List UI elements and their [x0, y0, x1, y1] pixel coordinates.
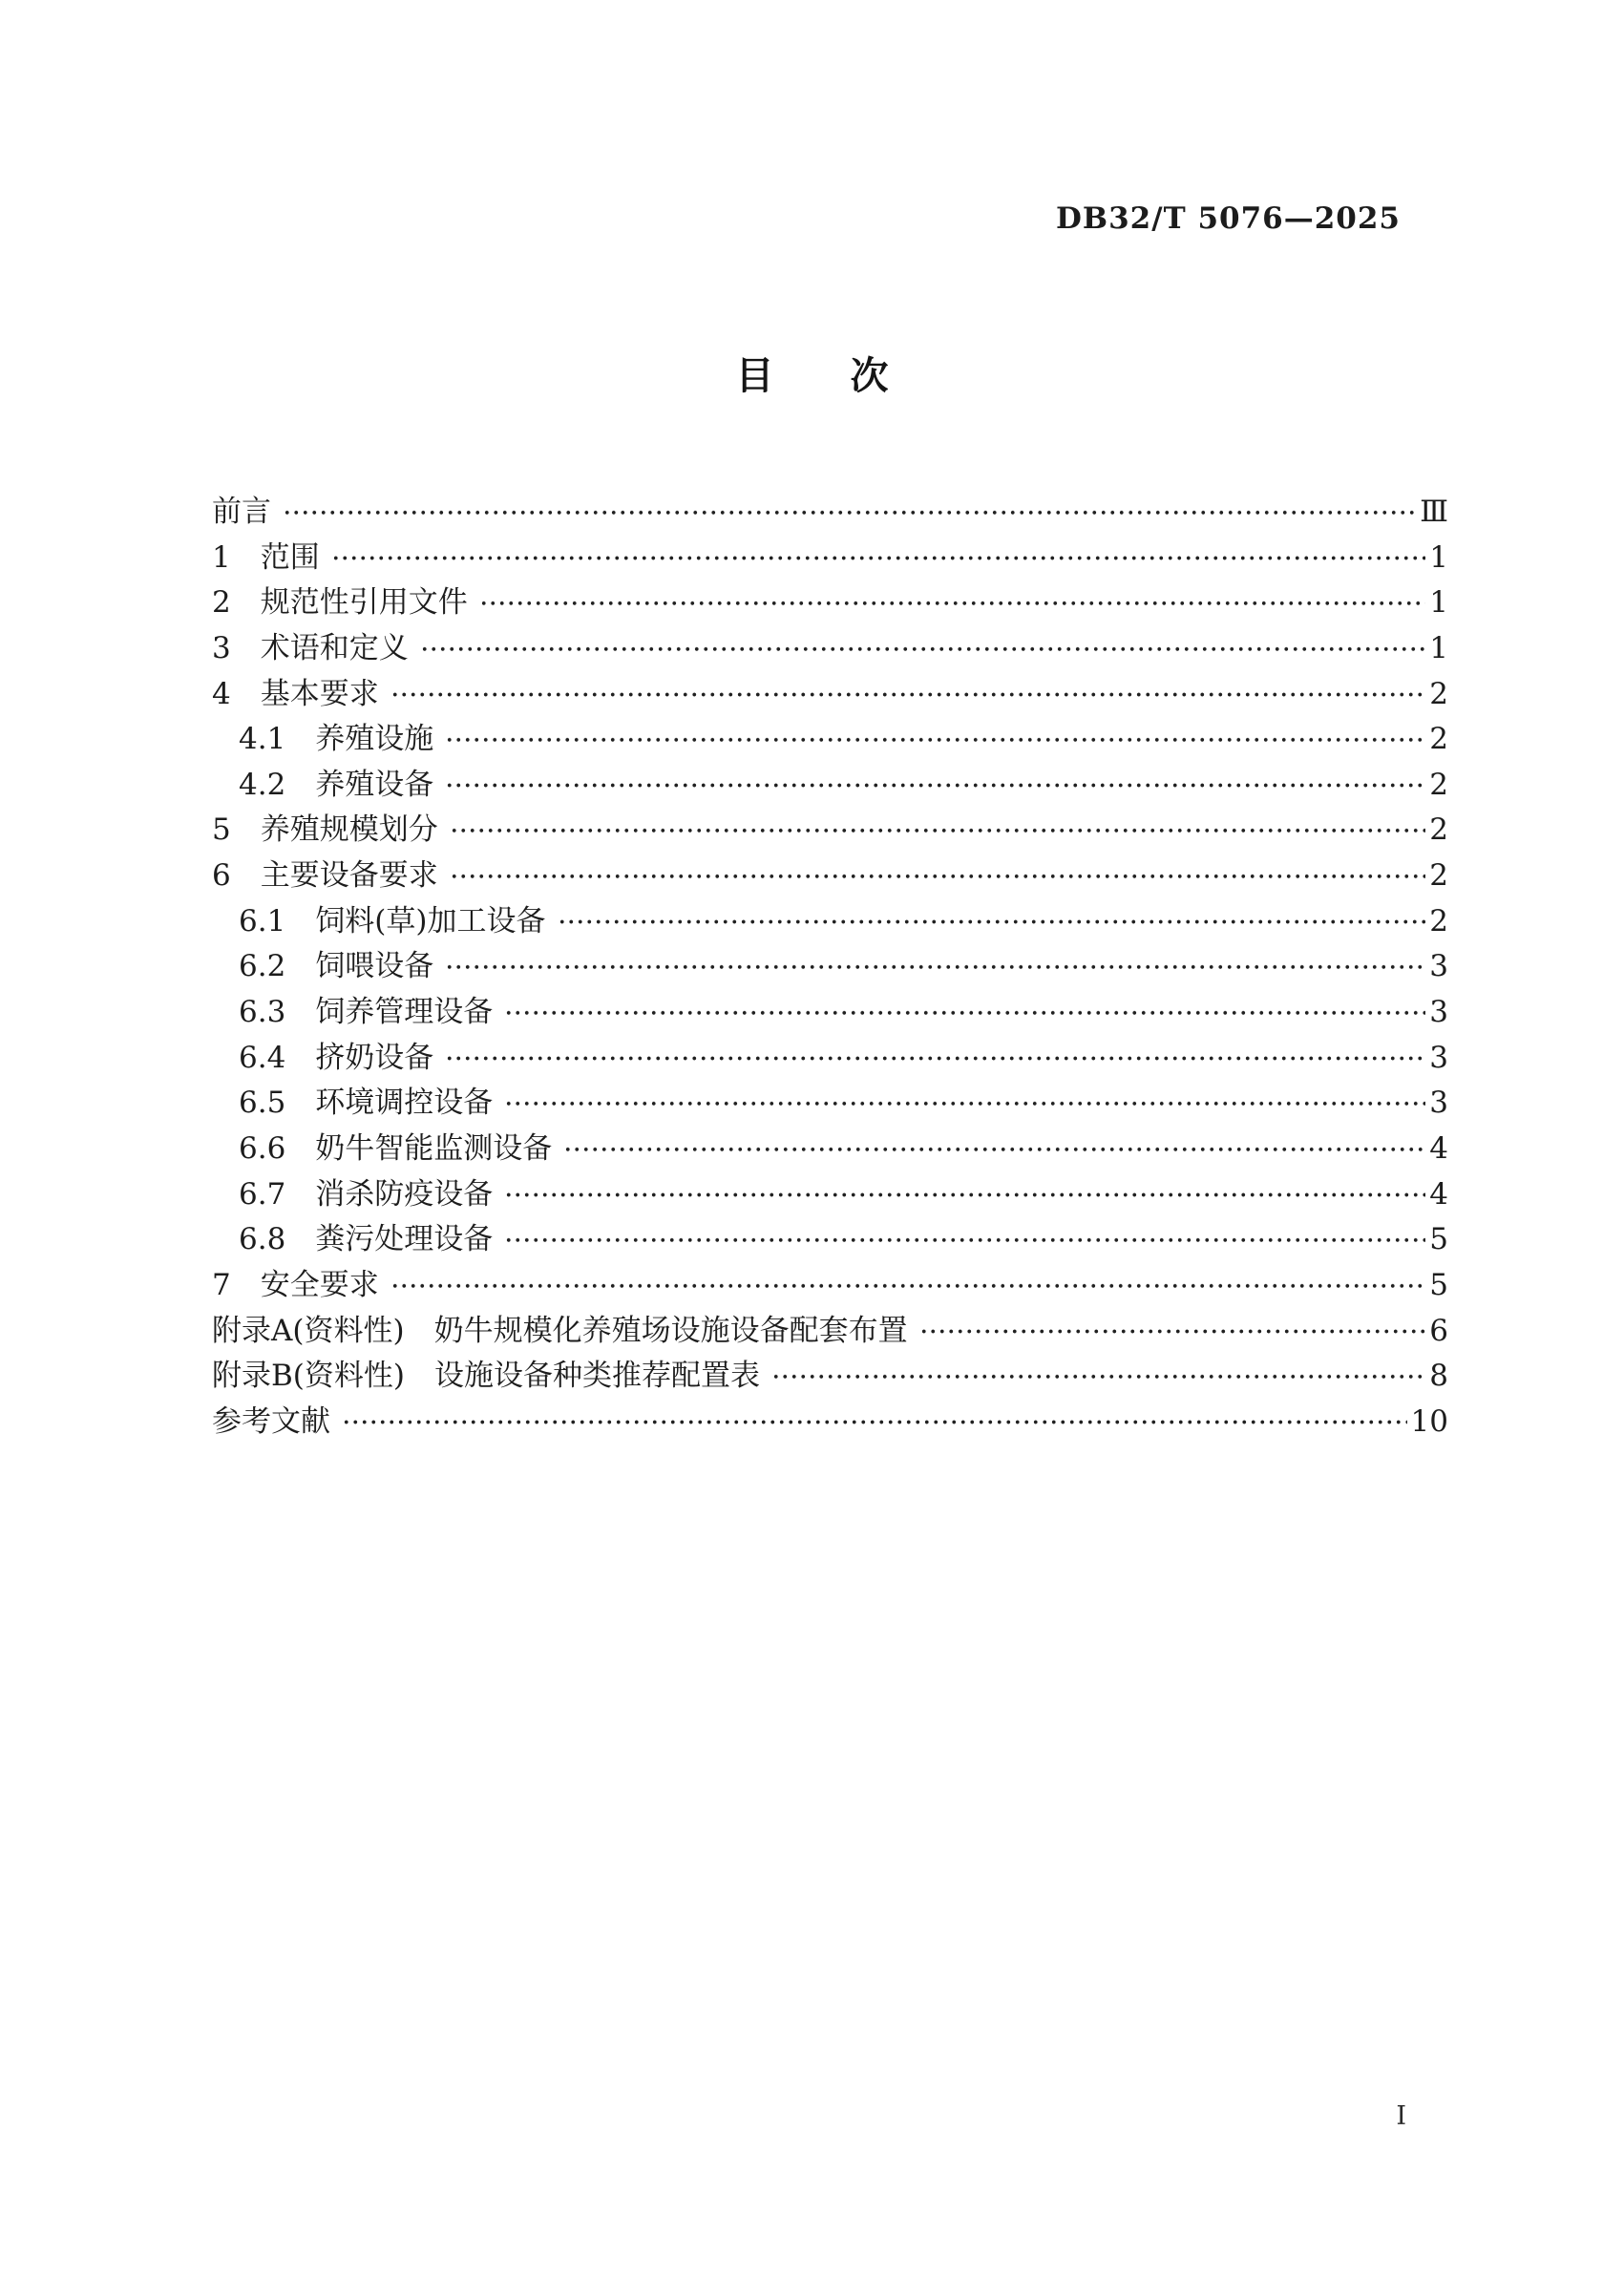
toc-entry	[212, 854, 1448, 899]
standard-code: DB32/T 5076—2025	[1056, 201, 1401, 236]
toc-entry	[212, 1400, 1448, 1445]
toc-entry	[212, 944, 1448, 990]
toc-entry	[212, 490, 1448, 536]
dot-leader	[390, 672, 1426, 718]
dot-leader	[445, 944, 1425, 990]
toc-entry	[212, 536, 1448, 581]
dot-leader	[450, 808, 1426, 854]
toc-entry-label: 2 规范性引用文件	[212, 585, 468, 621]
toc-entry-label: 4.2 养殖设备	[239, 767, 434, 802]
dot-leader	[445, 717, 1425, 763]
dot-leader	[504, 990, 1425, 1036]
toc-entry-label: 7 安全要求	[212, 1267, 379, 1302]
page-title: 目 次	[735, 354, 889, 398]
toc-entry-label: 6 主要设备要求	[212, 858, 438, 894]
toc-entry-page-number: 5	[1429, 1222, 1448, 1257]
toc-entry-label: 参考文献	[212, 1403, 330, 1439]
toc-entry	[212, 1217, 1448, 1263]
toc-entry-label: 6.6 奶牛智能监测设备	[239, 1130, 553, 1166]
dot-leader	[331, 536, 1426, 581]
toc-entry	[212, 1081, 1448, 1127]
toc-entry-page-number: 1	[1429, 539, 1448, 575]
toc-entry	[212, 672, 1448, 718]
toc-entry-label: 6.4 挤奶设备	[239, 1040, 434, 1075]
toc-entry	[212, 1309, 1448, 1355]
toc-entry-label: 1 范围	[212, 539, 320, 575]
toc-entry-page-number: 2	[1429, 812, 1448, 848]
dot-leader	[558, 899, 1426, 945]
toc-entry-page-number: 10	[1410, 1403, 1448, 1439]
toc-entry	[212, 1036, 1448, 1082]
toc-entry-page-number: 8	[1429, 1359, 1448, 1394]
toc-entry-label: 6.2 饲喂设备	[239, 949, 434, 984]
toc-entry-label: 6.5 环境调控设备	[239, 1086, 494, 1121]
toc-entry	[212, 1263, 1448, 1309]
toc-entry-page-number: 2	[1429, 722, 1448, 757]
toc-entry-label: 4.1 养殖设施	[239, 722, 434, 757]
dot-leader	[504, 1217, 1425, 1263]
dot-leader	[479, 580, 1426, 626]
toc-entry	[212, 808, 1448, 854]
toc-entry-page-number: 3	[1429, 995, 1448, 1030]
toc-entry	[212, 763, 1448, 809]
dot-leader	[342, 1400, 1407, 1445]
toc-entry-page-number: 1	[1429, 585, 1448, 621]
toc-entry-page-number: 4	[1429, 1176, 1448, 1212]
toc-entry-page-number: 3	[1429, 949, 1448, 984]
toc-entry-label: 附录A(资料性) 奶牛规模化养殖场设施设备配套布置	[212, 1313, 908, 1348]
dot-leader	[771, 1354, 1425, 1400]
toc-entry-label: 5 养殖规模划分	[212, 812, 438, 848]
toc-entry	[212, 626, 1448, 672]
toc-entry-label: 6.3 饲养管理设备	[239, 995, 494, 1030]
toc-entry-label: 附录B(资料性) 设施设备种类推荐配置表	[212, 1359, 760, 1394]
toc-entry-page-number: 3	[1429, 1086, 1448, 1121]
dot-leader	[420, 626, 1426, 672]
toc-entry	[212, 899, 1448, 945]
toc-entry-page-number: 1	[1429, 630, 1448, 665]
toc-entry-page-number: 4	[1429, 1130, 1448, 1166]
toc-entry-page-number: Ⅲ	[1420, 495, 1448, 529]
table-of-contents	[212, 490, 1448, 1445]
toc-entry-label: 前言	[212, 495, 271, 529]
dot-leader	[445, 763, 1425, 809]
dot-leader	[390, 1263, 1426, 1309]
dot-leader	[504, 1081, 1425, 1127]
toc-entry-label: 3 术语和定义	[212, 630, 409, 665]
toc-entry-page-number: 2	[1429, 767, 1448, 802]
toc-entry-page-number: 3	[1429, 1040, 1448, 1075]
toc-entry-label: 6.1 饲料(草)加工设备	[239, 903, 546, 939]
toc-entry-label: 4 基本要求	[212, 676, 379, 711]
toc-entry	[212, 580, 1448, 626]
toc-entry-page-number: 6	[1429, 1313, 1448, 1348]
toc-entry-label: 6.7 消杀防疫设备	[239, 1176, 494, 1212]
toc-entry	[212, 717, 1448, 763]
dot-leader	[563, 1127, 1425, 1172]
toc-entry-page-number: 2	[1429, 858, 1448, 894]
dot-leader	[450, 854, 1426, 899]
toc-entry	[212, 1172, 1448, 1218]
toc-entry-page-number: 5	[1429, 1267, 1448, 1302]
toc-entry	[212, 1354, 1448, 1400]
toc-entry	[212, 990, 1448, 1036]
dot-leader	[919, 1309, 1426, 1355]
footer-page-number: Ⅰ	[1396, 2101, 1406, 2131]
dot-leader	[283, 490, 1416, 536]
toc-entry-page-number: 2	[1429, 903, 1448, 939]
dot-leader	[504, 1172, 1425, 1218]
toc-entry	[212, 1127, 1448, 1172]
toc-entry-label: 6.8 粪污处理设备	[239, 1222, 494, 1257]
toc-entry-page-number: 2	[1429, 676, 1448, 711]
dot-leader	[445, 1036, 1425, 1082]
